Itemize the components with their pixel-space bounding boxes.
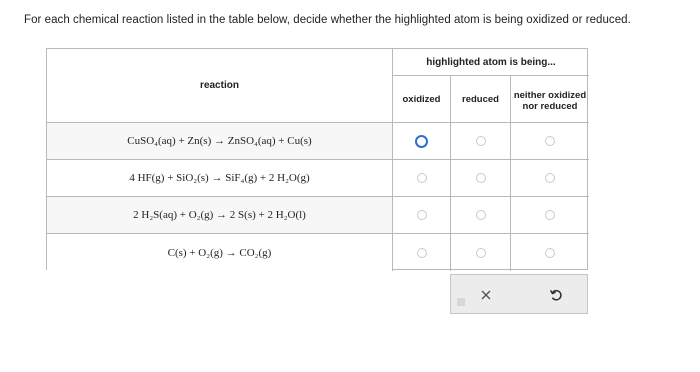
radio-cell-oxidized-3[interactable] [393,197,451,234]
radio-oxidized-selected[interactable] [415,135,428,148]
clear-button[interactable] [475,285,497,305]
reaction-text: CuSO₄(aq) + Zn(s) → ZnSO₄(aq) + Cu(s) [127,135,312,147]
radio-cell-neither-2[interactable] [511,160,589,197]
reaction-text: 4 HF(g) + SiO₂(s) → SiF₄(g) + 2 H₂O(g) [129,172,310,184]
reaction-row-4 [47,234,393,271]
reaction-text: C(s) + O₂(g) → CO₂(g) [167,246,272,259]
reaction-row-2 [47,160,393,197]
undo-button[interactable] [545,285,567,305]
radio-cell-neither-3[interactable] [511,197,589,234]
radio-cell-reduced-2[interactable] [451,160,511,197]
radio-oxidized[interactable] [417,173,427,183]
radio-cell-neither-1[interactable] [511,123,589,160]
header-neither: neither oxidized nor reduced [511,75,589,123]
radio-neither[interactable] [545,173,555,183]
radio-neither[interactable] [545,210,555,220]
undo-icon [549,288,563,302]
radio-neither[interactable] [545,248,555,258]
reaction-row-1 [47,123,393,160]
radio-reduced[interactable] [476,210,486,220]
answer-toolbar [450,274,588,314]
reaction-text: 2 H₂S(aq) + O₂(g) → 2 S(s) + 2 H₂O(l) [133,209,306,221]
radio-reduced[interactable] [476,173,486,183]
close-icon [480,289,492,301]
header-oxidized: oxidized [393,75,451,123]
radio-neither[interactable] [545,136,555,146]
radio-oxidized[interactable] [417,248,427,258]
radio-cell-reduced-1[interactable] [451,123,511,160]
radio-cell-oxidized-2[interactable] [393,160,451,197]
radio-oxidized[interactable] [417,210,427,220]
radio-cell-neither-4[interactable] [511,234,589,271]
radio-cell-reduced-4[interactable] [451,234,511,271]
radio-cell-reduced-3[interactable] [451,197,511,234]
reaction-table [46,48,588,270]
radio-cell-oxidized-4[interactable] [393,234,451,271]
reaction-row-3 [47,197,393,234]
header-reaction: reaction [47,49,393,123]
header-reduced: reduced [451,75,511,123]
toolbar-marker [457,298,465,306]
instruction-text: For each chemical reaction listed in the table below, decide whether the highlighted atom is being oxidized or reduced. [24,14,631,26]
radio-reduced[interactable] [476,248,486,258]
radio-reduced[interactable] [476,136,486,146]
header-highlighted-atom: highlighted atom is being... [426,56,556,68]
radio-cell-oxidized-1[interactable] [393,123,451,160]
